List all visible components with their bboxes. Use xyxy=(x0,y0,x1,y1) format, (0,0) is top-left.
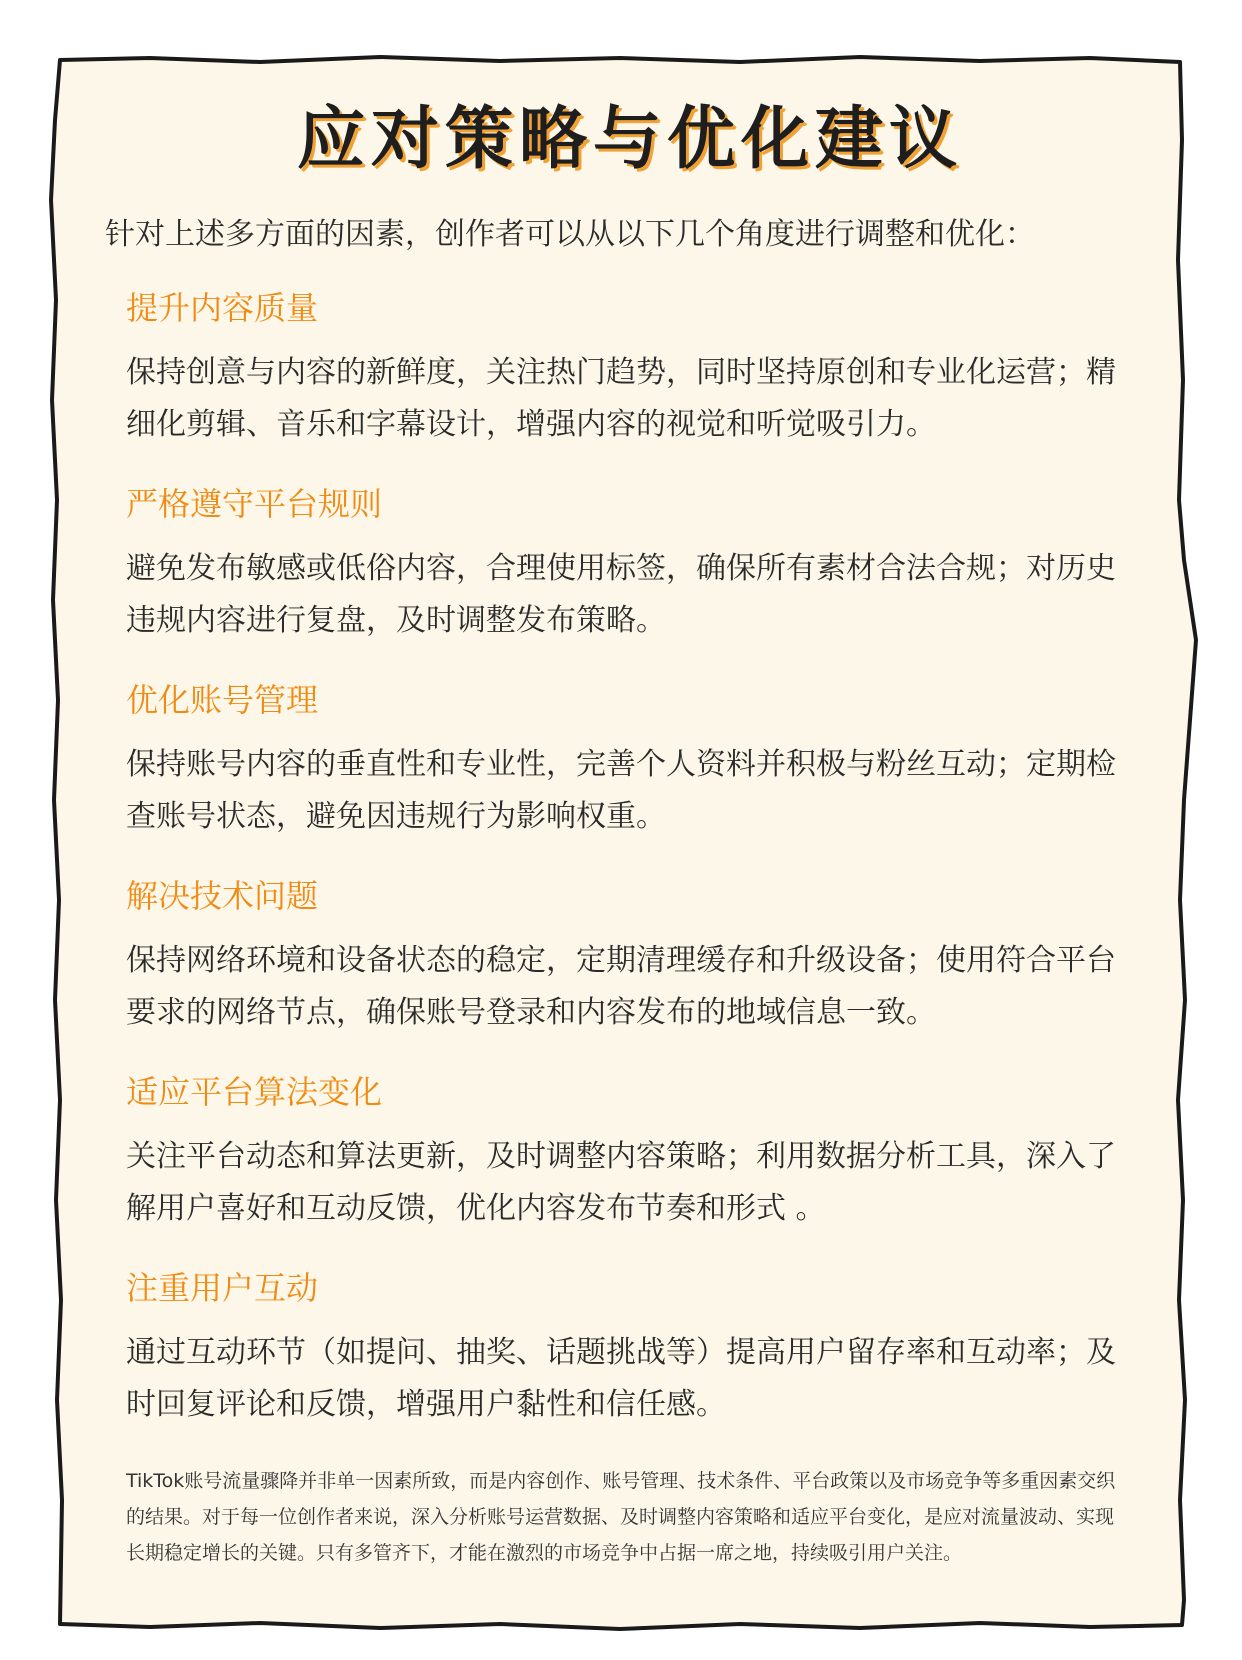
section-algorithm-changes xyxy=(120,1071,1140,1235)
conclusion-text: TikTok账号流量骤降并非单一因素所致，而是内容创作、账号管理、技术条件、平台政策以及市场竞争等多重因素交织的结果。对于每一位创作者来说，深入分析账号运营数据、及时调整内容策略和适应平台变化，是应对流量波动、实现长期稳定增长的关键。只有多管齐下，才能在激烈的市场竞争中占据一席之地，持续吸引用户关注。 xyxy=(126,1470,1116,1564)
intro-text: 针对上述多方面的因素，创作者可以从以下几个角度进行调整和优化： xyxy=(105,217,1035,252)
section-heading: 优化账号管理 xyxy=(126,681,319,719)
content xyxy=(105,95,1140,1571)
page-title: 应对策略与优化建议 xyxy=(296,100,963,179)
section-body: 通过互动环节（如提问、抽奖、话题挑战等）提高用户留存率和互动率；及时回复评论和反馈，增强用户黏性和信任感。 xyxy=(126,1335,1116,1422)
section-account-management xyxy=(120,679,1140,843)
section-platform-rules xyxy=(120,483,1140,647)
section-body: 保持账号内容的垂直性和专业性，完善个人资料并积极与粉丝互动；定期检查账号状态，避免因违规行为影响权重。 xyxy=(126,747,1116,834)
section-heading: 注重用户互动 xyxy=(126,1269,319,1307)
section-body: 关注平台动态和算法更新，及时调整内容策略；利用数据分析工具，深入了解用户喜好和互动反馈，优化内容发布节奏和形式 。 xyxy=(126,1139,1116,1226)
section-heading: 适应平台算法变化 xyxy=(126,1073,383,1111)
section-body: 避免发布敏感或低俗内容，合理使用标签，确保所有素材合法合规；对历史违规内容进行复盘，及时调整发布策略。 xyxy=(126,551,1116,638)
section-user-interaction xyxy=(120,1267,1140,1431)
section-body: 保持创意与内容的新鲜度，关注热门趋势，同时坚持原创和专业化运营；精细化剪辑、音乐和字幕设计，增强内容的视觉和听觉吸引力。 xyxy=(126,355,1116,442)
section-technical-issues xyxy=(120,875,1140,1039)
section-heading: 提升内容质量 xyxy=(126,289,319,327)
section-heading: 严格遵守平台规则 xyxy=(126,485,383,523)
section-content-quality xyxy=(120,287,1140,451)
section-heading: 解决技术问题 xyxy=(126,877,319,915)
section-body: 保持网络环境和设备状态的稳定，定期清理缓存和升级设备；使用符合平台要求的网络节点，确保账号登录和内容发布的地域信息一致。 xyxy=(126,943,1116,1030)
